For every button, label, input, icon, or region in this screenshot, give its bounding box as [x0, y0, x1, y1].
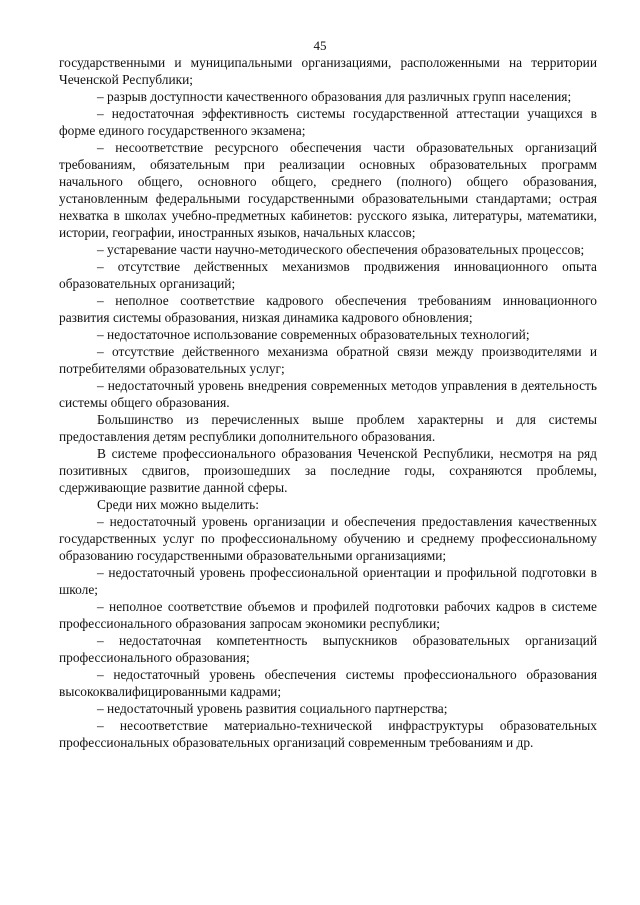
paragraph: Среди них можно выделить: — [97, 497, 259, 512]
list-item: – недостаточная эффективность системы государственной аттестации учащихся в форме единого государственного экзамена; — [59, 106, 597, 138]
list-item: – отсутствие действенных механизмов продвижения инновационного опыта образовательных организаций; — [59, 259, 597, 291]
page-number: 45 — [313, 38, 327, 53]
paragraph: В системе профессионального образования Чеченской Республики, несмотря на ряд позитивных сдвигов, произошедших за последние годы, сохраняются проблемы, сдерживающие развитие данной сферы. — [59, 446, 597, 495]
paragraph: Большинство из перечисленных выше проблем характерны и для системы предоставления детям республики дополнительного образования. — [59, 412, 597, 444]
document-body — [59, 54, 597, 751]
list-item: – недостаточный уровень профессиональной ориентации и профильной подготовки в школе; — [59, 565, 597, 597]
list-item: – неполное соответствие кадрового обеспечения требованиям инновационного развития системы образования, низкая динамика кадрового обновления; — [59, 293, 597, 325]
list-item: – недостаточный уровень организации и обеспечения предоставления качественных государственных услуг по профессиональному обучению и среднему профессиональному образованию государственными образовательными организациями; — [59, 514, 597, 563]
paragraph-continuation: государственными и муниципальными организациями, расположенными на территории Чеченской Республики; — [59, 55, 597, 87]
list-item: – устаревание части научно-методического обеспечения образовательных процессов; — [97, 242, 585, 257]
list-item: – неполное соответствие объемов и профилей подготовки рабочих кадров в системе профессионального образования запросам экономики республики; — [59, 599, 597, 631]
list-item: – несоответствие ресурсного обеспечения части образовательных организаций требованиям, обязательным при реализации основных образовательных программ начального общего, основного общего, среднего (полного) общего образования, установленным федеральными государственными образовательными стандартами; острая нехватка в школах учебно-предметных кабинетов: русского языка, литературы, математики, истории, географии, иностранных языков, начальных классов; — [59, 140, 597, 240]
list-item: – недостаточное использование современных образовательных технологий; — [97, 327, 530, 342]
list-item: – недостаточный уровень внедрения современных методов управления в деятельность системы общего образования. — [59, 378, 597, 410]
list-item: – недостаточный уровень обеспечения системы профессионального образования высококвалифицированными кадрами; — [59, 667, 597, 699]
list-item: – недостаточный уровень развития социального партнерства; — [97, 701, 448, 716]
list-item: – недостаточная компетентность выпускников образовательных организаций профессионального образования; — [59, 633, 597, 665]
list-item: – отсутствие действенного механизма обратной связи между производителями и потребителями образовательных услуг; — [59, 344, 597, 376]
list-item: – разрыв доступности качественного образования для различных групп населения; — [97, 89, 572, 104]
list-item: – несоответствие материально-технической инфраструктуры образовательных профессиональных образовательных организаций современным требованиям и др. — [59, 718, 597, 750]
